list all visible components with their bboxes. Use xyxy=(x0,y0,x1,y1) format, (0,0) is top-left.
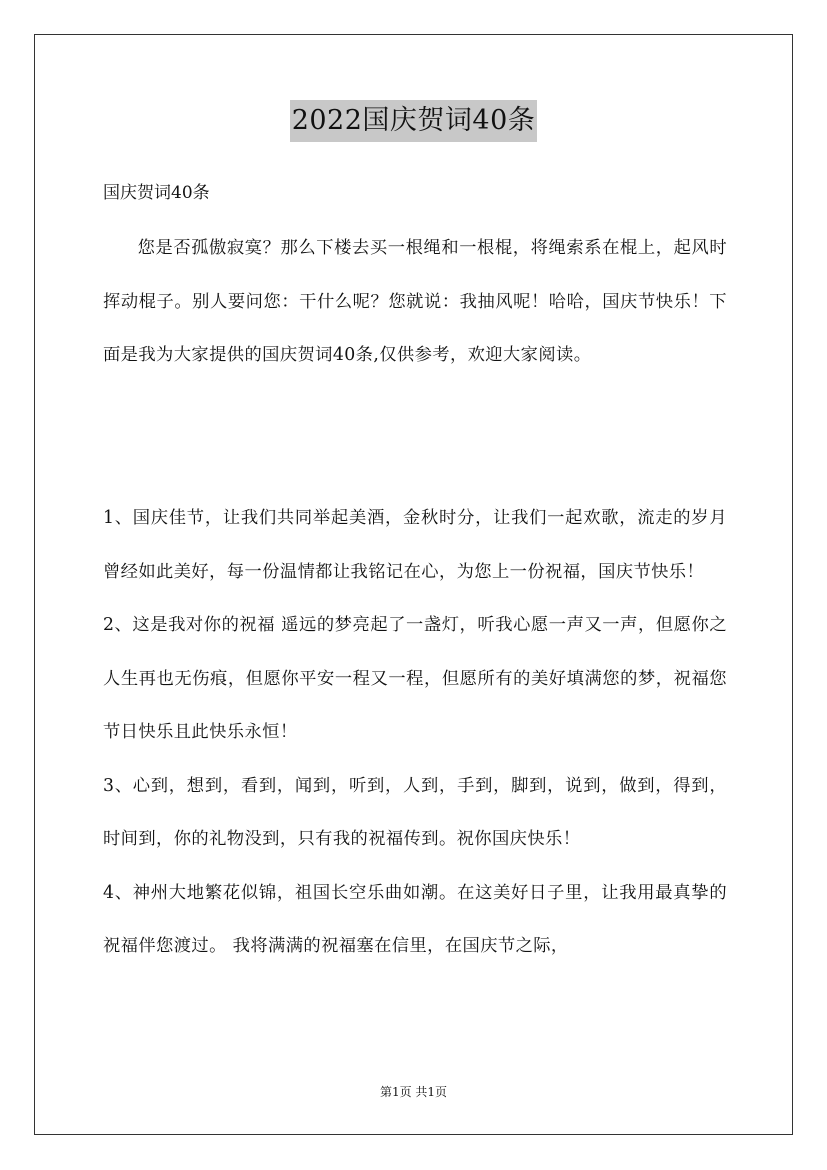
list-item: 4、神州大地繁花似锦，祖国长空乐曲如潮。在这美好日子里，让我用最真挚的祝福伴您渡过。 我将满满的祝福塞在信里，在国庆节之际， xyxy=(103,882,727,956)
document-title: 2022国庆贺词40条 xyxy=(290,100,538,142)
entries-list xyxy=(103,492,727,974)
document-subtitle: 国庆贺词40条 xyxy=(103,183,210,203)
intro-paragraph: 您是否孤傲寂寞？那么下楼去买一根绳和一根棍，将绳索系在棍上，起风时挥动棍子。别人要问您：干什么呢？您就说：我抽风呢！哈哈，国庆节快乐！下面是我为大家提供的国庆贺词40条,仅供参考，欢迎大家阅读。 xyxy=(103,238,727,365)
list-item: 3、心到，想到，看到，闻到，听到，人到，手到，脚到，说到，做到，得到，时间到，你的礼物没到，只有我的祝福传到。祝你国庆快乐！ xyxy=(103,775,727,849)
list-item: 2、这是我对你的祝福 遥远的梦亮起了一盏灯，听我心愿一声又一声，但愿你之人生再也无伤痕，但愿你平安一程又一程，但愿所有的美好填满您的梦，祝福您节日快乐且此快乐永恒！ xyxy=(103,615,727,742)
title-container xyxy=(0,100,827,142)
list-item: 1、国庆佳节，让我们共同举起美酒，金秋时分，让我们一起欢歌，流走的岁月曾经如此美好，每一份温情都让我铭记在心，为您上一份祝福，国庆节快乐！ xyxy=(103,508,727,582)
page-number-footer: 第1页 共1页 xyxy=(379,1085,448,1099)
